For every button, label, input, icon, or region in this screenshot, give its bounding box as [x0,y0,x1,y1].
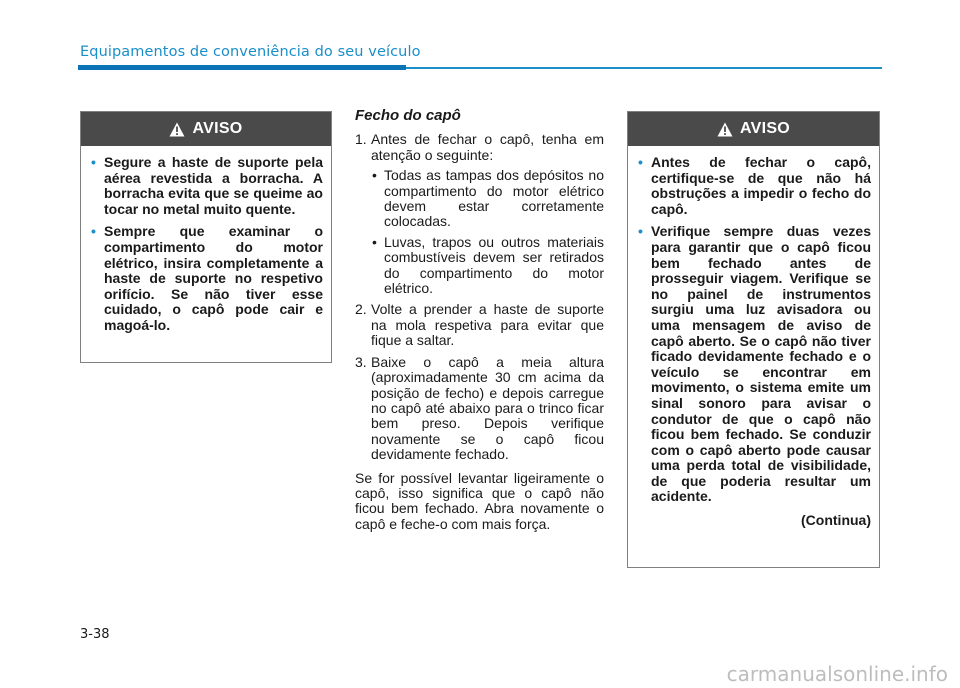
warning-item-text: Antes de fechar o capô, certifique-se de que não há obstruções a impedir o fecho do capô. [651,154,871,217]
step-text: Antes de fechar o capô, tenha em atenção o seguinte: [371,131,604,163]
step-item [355,302,604,348]
step-item [355,132,604,296]
bullet-dot: • [91,154,96,170]
sub-item [367,235,604,297]
bullet-dot: • [91,223,96,240]
warning-box-left [80,111,332,363]
warning-item-text: Segure a haste de suporte pela aérea revestida a borracha. A borracha evita que se queime ao tocar no metal muito quente. [104,154,323,217]
warning-item-text: Verifique sempre duas vezes para garantir que o capô ficou bem fechado antes de prosseguir viagem. Verifique se no painel de instrumentos surgiu uma luz avisadora ou uma mensagem de aviso de capô aberto. Se o capô não tiver ficado devidamente fechado e o veículo se encontrar em movimento, o sistema emite um sinal sonoro para avisar o condutor de que o capô não ficou bem fechado. Se conduzir com o capô aberto pode causar uma perda total de visibilidade, de que poderia resultar um acidente. [651,223,871,505]
warning-item [638,224,871,505]
warning-triangle-icon [717,122,733,137]
warning-label: AVISO [739,120,791,137]
warning-header [81,112,331,146]
step-number: 3. [355,353,367,370]
warning-label: AVISO [192,120,243,137]
step-text: Volte a prender a haste de suporte na mola respetiva para evitar que fique a saltar. [371,301,604,349]
watermark: carmanualsonline.info [726,662,948,686]
warning-triangle-icon [169,122,185,137]
warning-item [91,155,323,217]
main-content [355,108,604,532]
warning-header [628,112,879,146]
step-item [355,355,604,463]
bullet-dot: • [372,167,377,184]
bullet-dot: • [372,233,377,250]
step-text: Baixe o capô a meia altura (aproximadamente 30 cm acima da posição de fecho) e depois carregue no capô até abaixo para o trinco ficar bem preso. Depois verifique novamente se o capô ficou devidamente fechado. [371,353,604,463]
body-paragraph: Se for possível levantar ligeiramente o capô, isso significa que o capô não ficou bem fechado. Abra novamente o capô e feche-o com mais força. [355,469,604,532]
bullet-dot: • [638,154,643,170]
warning-box-right [627,111,880,568]
header-rule-dark [78,65,406,70]
sub-item-text: Luvas, trapos ou outros materiais combustíveis devem ser retirados do compartimento do motor elétrico. [384,233,604,297]
step-number: 2. [355,301,367,318]
warning-item [638,155,871,217]
section-title: Fecho do capô [355,107,461,124]
continued-label: (Continua) [801,512,871,529]
bullet-dot: • [638,223,643,240]
step-number: 1. [355,131,367,148]
page-number: 3-38 [80,627,110,642]
sub-item-text: Todas as tampas dos depósitos no compartimento do motor elétrico devem estar corretamente colocadas. [384,167,604,230]
warning-item-text: Sempre que examinar o compartimento do motor elétrico, insira completamente a haste de suporte no respetivo orifício. Se não tiver esse cuidado, o capô pode cair e magoá-lo. [104,223,323,333]
warning-item [91,224,323,333]
section-header-title: Equipamentos de conveniência do seu veículo [80,44,421,60]
sub-item [367,168,604,230]
header-rule-light [406,67,882,69]
